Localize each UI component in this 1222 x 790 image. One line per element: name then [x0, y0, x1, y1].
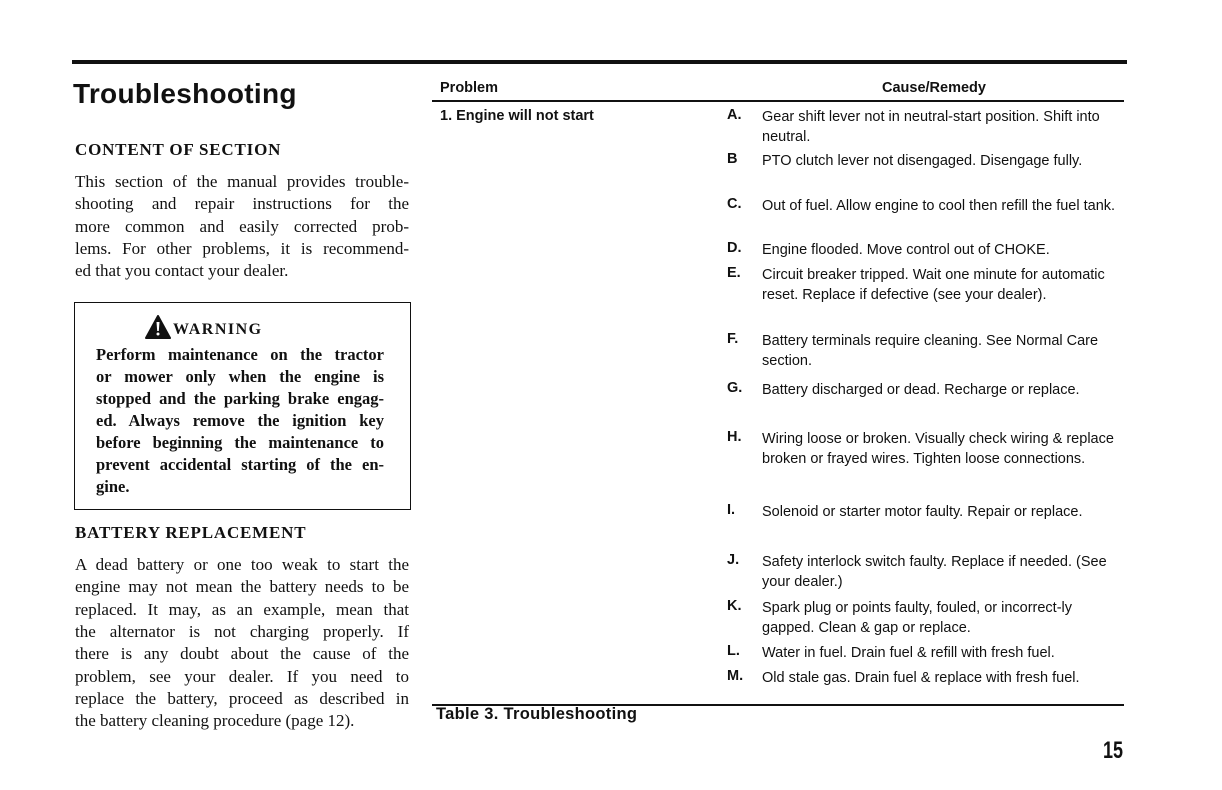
- cause-text: Safety interlock switch faulty. Replace if needed. (See your dealer.): [762, 554, 1107, 590]
- text-line: ed that you contact your dealer.: [75, 261, 289, 281]
- text-line: engine may not mean the battery needs to be: [75, 577, 409, 597]
- cause-text: Old stale gas. Drain fuel & replace with fresh fuel.: [762, 670, 1080, 686]
- text-line: Perform maintenance on the tractor: [96, 345, 384, 364]
- warning-label: WARNING: [173, 321, 263, 338]
- header-rule: [432, 100, 1124, 102]
- cause-text: Out of fuel. Allow engine to cool then refill the fuel tank.: [762, 198, 1116, 214]
- cause-letter: H.: [727, 429, 742, 445]
- cause-text: Battery terminals require cleaning. See Normal Care section.: [762, 333, 1099, 369]
- text-line: problem, see your dealer. If you need to: [75, 666, 409, 686]
- text-line: the alternator is not charging properly. If: [75, 621, 409, 641]
- cause-letter: F.: [727, 331, 739, 347]
- cause-text: Circuit breaker tripped. Wait one minute for automatic reset. Replace if defective (see your dealer).: [762, 267, 1105, 303]
- cause-text: Wiring loose or broken. Visually check wiring & replace broken or frayed wires. Tighten loose connections.: [762, 431, 1114, 467]
- cause-letter: L.: [727, 643, 740, 659]
- text-line: ed. Always remove the ignition key: [96, 411, 384, 430]
- page-title: Troubleshooting: [73, 78, 297, 109]
- content-section-heading: CONTENT OF SECTION: [75, 140, 282, 159]
- text-line: lems. For other problems, it is recommend-: [75, 238, 409, 258]
- text-line: more common and easily corrected prob-: [75, 216, 409, 236]
- top-rule: [72, 60, 1127, 64]
- cause-text: Solenoid or starter motor faulty. Repair or replace.: [762, 504, 1083, 520]
- cause-letter: I.: [727, 502, 736, 518]
- problem-label: 1. Engine will not start: [440, 108, 594, 124]
- cause-text: PTO clutch lever not disengaged. Disengage fully.: [762, 153, 1083, 169]
- cause-letter: A.: [727, 107, 742, 123]
- cause-text: Water in fuel. Drain fuel & refill with fresh fuel.: [762, 645, 1055, 661]
- warning-box: [74, 302, 411, 510]
- text-line: there is any doubt about the cause of the: [75, 644, 409, 664]
- cause-letter: E.: [727, 265, 741, 281]
- text-line: replace the battery, proceed as described in: [75, 688, 409, 708]
- cause-letter: D.: [727, 240, 742, 256]
- text-line: gine.: [96, 477, 130, 496]
- table-header-problem: Problem: [440, 80, 499, 96]
- cause-letter: G.: [727, 380, 743, 396]
- cause-letter: J.: [727, 552, 740, 568]
- cause-letter: B: [727, 151, 738, 167]
- cause-text: Gear shift lever not in neutral-start position. Shift into neutral.: [762, 109, 1100, 145]
- text-line: shooting and repair instructions for the: [75, 194, 409, 214]
- warning-triangle-icon: [145, 315, 171, 339]
- text-line: or mower only when the engine is: [96, 367, 384, 386]
- table-caption: Table 3. Troubleshooting: [436, 705, 638, 723]
- page-number: 15: [1103, 737, 1124, 764]
- text-line: the battery cleaning procedure (page 12).: [75, 711, 355, 731]
- text-line: replaced. It may, as an example, mean that: [75, 599, 409, 619]
- cause-text: Battery discharged or dead. Recharge or replace.: [762, 382, 1080, 398]
- text-line: prevent accidental starting of the en-: [96, 455, 384, 474]
- text-line: before beginning the maintenance to: [96, 433, 384, 452]
- cause-text: Engine flooded. Move control out of CHOKE.: [762, 242, 1050, 258]
- cause-text: Spark plug or points faulty, fouled, or incorrect-ly gapped. Clean & gap or replace.: [762, 600, 1073, 636]
- cause-letter: C.: [727, 196, 742, 212]
- cause-letter: K.: [727, 598, 742, 614]
- battery-heading: BATTERY REPLACEMENT: [75, 523, 307, 542]
- cause-letter: M.: [727, 668, 744, 684]
- table-header-cause: Cause/Remedy: [882, 80, 986, 96]
- text-line: This section of the manual provides trouble-: [75, 172, 409, 191]
- text-line: A dead battery or one too weak to start the: [75, 555, 409, 574]
- text-line: stopped and the parking brake engag-: [96, 389, 384, 408]
